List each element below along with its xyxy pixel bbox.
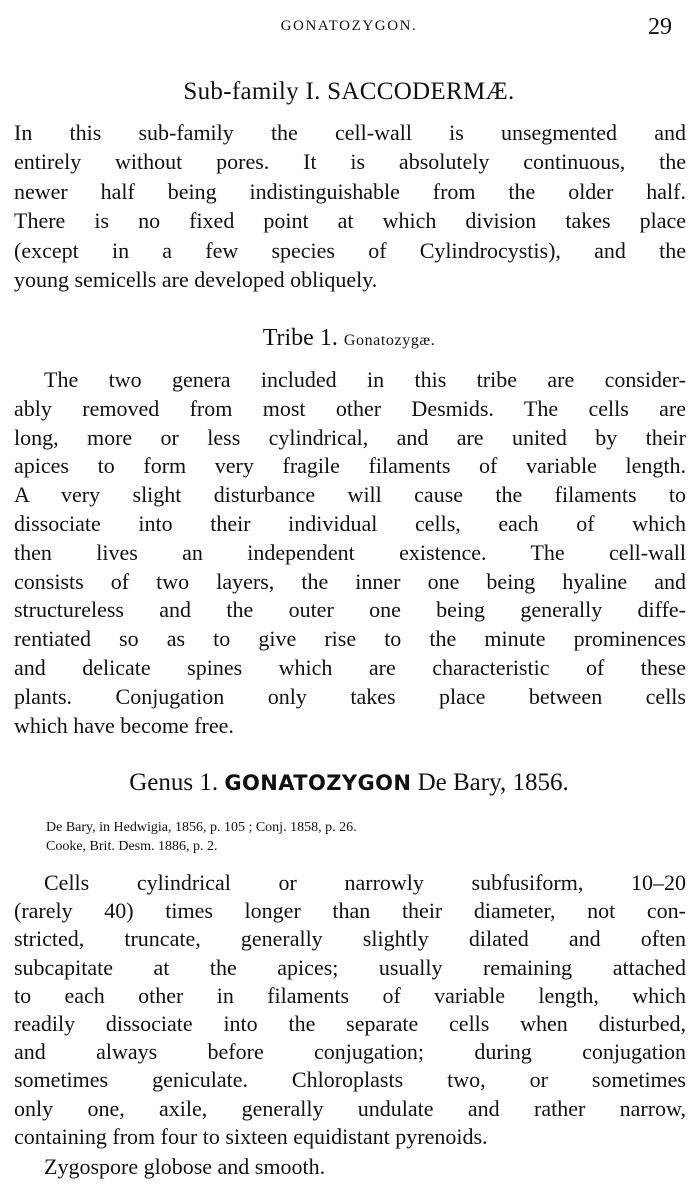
paragraph-line: ably removed from most other Desmids. The cells are	[14, 395, 686, 421]
tribe-paragraph	[14, 366, 686, 740]
paragraph-line: dissociate into their individual cells, each of which	[14, 510, 686, 536]
reference-line: Cooke, Brit. Desm. 1886, p. 2.	[46, 839, 218, 854]
paragraph-line: and delicate spines which are characteristic of these	[14, 654, 686, 680]
tribe-heading-prefix: Tribe 1.	[262, 325, 338, 351]
running-head	[0, 14, 698, 44]
paragraph-line: containing from four to sixteen equidistant pyrenoids.	[14, 1123, 488, 1149]
page-number: 29	[648, 14, 672, 40]
paragraph-line: newer half being indistinguishable from the older half.	[14, 178, 686, 204]
genus-references	[46, 818, 357, 856]
paragraph-line: There is no fixed point at which division takes place	[14, 208, 686, 234]
paragraph-line: A very slight disturbance will cause the filaments to	[14, 482, 686, 508]
genus-heading-prefix: Genus 1.	[129, 769, 219, 796]
paragraph-line: stricted, truncate, generally slightly dilated and often	[14, 926, 686, 952]
paragraph-line: Cells cylindrical or narrowly subfusiform, 10–20	[44, 870, 686, 895]
paragraph-line: plants. Conjugation only takes place between cells	[14, 683, 686, 709]
subfamily-heading: Sub-family I. SACCODERMÆ.	[183, 78, 515, 105]
zygospore-paragraph	[14, 1153, 686, 1181]
tribe-heading	[0, 325, 698, 352]
paragraph-line: apices to form very fragile filaments of variable length.	[14, 453, 686, 479]
paragraph-line: (except in a few species of Cylindrocystis), and the	[14, 237, 686, 263]
paragraph-line: structureless and the outer one being generally diffe-	[14, 597, 686, 623]
genus-heading-suffix: De Bary, 1856.	[417, 769, 569, 796]
paragraph-line: Zygospore globose and smooth.	[44, 1154, 326, 1179]
paragraph-line: young semicells are developed obliquely.	[14, 267, 378, 293]
paragraph-line: long, more or less cylindrical, and are united by their	[14, 424, 686, 450]
paragraph-line: then lives an independent existence. The cell-wall	[14, 539, 686, 565]
paragraph-line: In this sub-family the cell-wall is unsegmented and	[14, 120, 686, 145]
paragraph-line: to each other in filaments of variable length, which	[14, 982, 686, 1008]
subfamily-paragraph	[14, 118, 686, 294]
genus-heading	[0, 769, 698, 797]
paragraph-line: readily dissociate into the separate cells when disturbed,	[14, 1011, 686, 1037]
running-title: GONATOZYGON.	[280, 18, 418, 34]
paragraph-line: which have become free.	[14, 712, 234, 738]
paragraph-line: The two genera included in this tribe are consider-	[44, 367, 686, 392]
paragraph-line: (rarely 40) times longer than their diameter, not con-	[14, 898, 686, 924]
paragraph-line: entirely without pores. It is absolutely continuous, the	[14, 149, 686, 175]
paragraph-line: consists of two layers, the inner one being hyaline and	[14, 568, 686, 594]
paragraph-line: only one, axile, generally undulate and rather narrow,	[14, 1095, 686, 1121]
reference-line: De Bary, in Hedwigia, 1856, p. 105 ; Conj. 1858, p. 26.	[46, 820, 357, 835]
paragraph-line: subcapitate at the apices; usually remaining attached	[14, 954, 686, 980]
paragraph-line: rentiated so as to give rise to the minute prominences	[14, 626, 686, 652]
paragraph-line: and always before conjugation; during conjugation	[14, 1039, 686, 1065]
paragraph-line: sometimes geniculate. Chloroplasts two, or sometimes	[14, 1067, 686, 1093]
genus-description	[14, 869, 686, 1151]
genus-heading-name: GONATOZYGON	[224, 771, 412, 795]
tribe-heading-name: Gonatozygæ.	[343, 332, 436, 349]
